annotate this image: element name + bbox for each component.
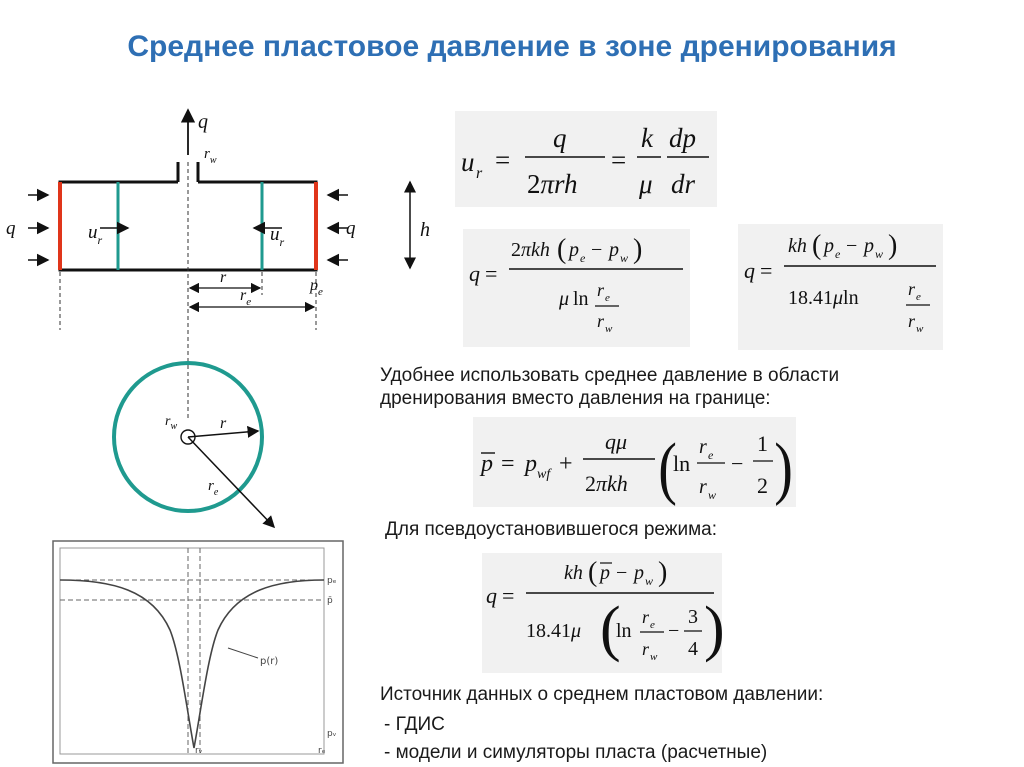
slide-title: Среднее пластовое давление в зоне дренирования <box>127 30 897 63</box>
svg-text:w: w <box>650 651 658 663</box>
svg-text:e: e <box>916 291 921 303</box>
svg-text:p: p <box>600 562 610 584</box>
svg-text:u: u <box>461 147 475 177</box>
svg-text:r: r <box>597 280 605 300</box>
h-dimension <box>400 176 440 276</box>
circle-re-label: $r_e$ <box>208 478 219 498</box>
q-left-label: q <box>6 218 16 239</box>
text-convenient-line1: Удобнее использовать среднее давление в области <box>380 365 840 386</box>
svg-text:): ) <box>704 595 725 663</box>
svg-text:w: w <box>708 488 717 502</box>
svg-text:p: p <box>609 239 619 261</box>
rw-label: $r_w$ <box>204 146 217 166</box>
svg-text:ln: ln <box>573 288 589 310</box>
list-item-models: - модели и симуляторы пласта (расчетные) <box>384 742 768 763</box>
svg-text:r: r <box>699 476 707 498</box>
text-data-source: Источник данных о среднем пластовом давлении: <box>380 684 824 705</box>
svg-text:18.41μln: 18.41μln <box>788 287 859 309</box>
text-convenient-line2: дренирования вместо давления на границе: <box>380 388 771 409</box>
re-dim-label: $r_e$ <box>240 287 252 308</box>
svg-text:q: q <box>486 583 497 608</box>
re-axis-label: rₑ <box>318 746 326 756</box>
svg-text:+: + <box>559 451 573 477</box>
svg-text:−: − <box>616 562 628 584</box>
ur-right-label: $u_r$ <box>270 224 285 249</box>
svg-text:): ) <box>633 234 643 265</box>
svg-text:−: − <box>668 620 680 642</box>
svg-text:μ: μ <box>559 288 570 310</box>
svg-text:=: = <box>760 258 773 283</box>
svg-text:w: w <box>620 251 629 265</box>
svg-text:(: ( <box>812 230 822 261</box>
svg-text:r: r <box>908 311 916 331</box>
svg-text:(: ( <box>588 557 598 588</box>
q-top-label: q <box>198 111 208 133</box>
formula-velocity <box>455 111 717 207</box>
svg-text:wf: wf <box>537 467 551 482</box>
svg-text:(: ( <box>557 234 567 265</box>
svg-text:2πkh: 2πkh <box>585 471 628 496</box>
svg-text:r: r <box>908 279 916 299</box>
formula-flowrate-field <box>738 224 943 350</box>
svg-text:e: e <box>708 448 714 462</box>
svg-text:w: w <box>875 247 884 261</box>
svg-text:q: q <box>744 258 755 283</box>
text-pseudo-steady: Для псевдоустановившегося режима: <box>385 519 718 540</box>
svg-text:p: p <box>525 451 537 477</box>
svg-text:−: − <box>846 235 858 257</box>
svg-text:3: 3 <box>688 606 698 628</box>
svg-text:r: r <box>642 607 650 627</box>
svg-text:2πkh: 2πkh <box>511 239 550 261</box>
svg-text:): ) <box>658 557 668 588</box>
svg-text:qμ: qμ <box>605 429 628 454</box>
rw-axis-label: rᵥ <box>195 746 203 756</box>
svg-text:p: p <box>864 235 874 257</box>
svg-text:e: e <box>605 292 610 304</box>
svg-text:ln: ln <box>673 451 691 476</box>
q-right-label: q <box>346 218 356 239</box>
svg-text:dp: dp <box>669 123 696 153</box>
svg-text:p: p <box>634 562 644 584</box>
svg-text:): ) <box>888 230 898 261</box>
list-item-gdis: - ГДИС <box>384 714 445 735</box>
svg-text:(: ( <box>658 429 677 507</box>
formula-average-pressure <box>473 417 796 507</box>
curve-label: p(r) <box>260 656 279 667</box>
pw-axis-label: pᵥ <box>327 729 337 739</box>
svg-text:=: = <box>495 145 511 175</box>
svg-text:r: r <box>597 311 605 331</box>
svg-text:=: = <box>485 261 498 286</box>
svg-text:=: = <box>501 451 515 477</box>
svg-text:1: 1 <box>757 431 768 456</box>
svg-text:−: − <box>731 451 744 476</box>
svg-text:r: r <box>476 165 483 182</box>
reservoir-schematic <box>0 100 380 530</box>
svg-text:=: = <box>502 583 515 608</box>
formula-flowrate-pseudo <box>482 553 725 673</box>
svg-text:e: e <box>835 247 841 261</box>
svg-text:): ) <box>774 429 793 507</box>
svg-text:k: k <box>641 123 653 153</box>
svg-text:kh: kh <box>564 562 583 584</box>
svg-text:q: q <box>469 261 480 286</box>
svg-text:r: r <box>699 436 707 458</box>
r-dim-label: r <box>220 269 227 286</box>
svg-text:=: = <box>611 145 627 175</box>
circle-r-label: r <box>220 415 227 432</box>
pe-axis-label: pₑ <box>327 576 337 586</box>
svg-text:e: e <box>580 251 586 265</box>
pbar-axis-label: p̄ <box>327 596 333 606</box>
svg-text:2: 2 <box>757 473 768 498</box>
svg-text:r: r <box>642 639 650 659</box>
svg-text:dr: dr <box>671 169 696 199</box>
svg-text:w: w <box>916 323 924 335</box>
circle-rw-label: $r_w$ <box>165 414 178 432</box>
svg-text:w: w <box>645 574 654 588</box>
pe-label: $p_e$ <box>310 277 323 298</box>
formula-flowrate-radial <box>463 229 690 347</box>
svg-text:kh: kh <box>788 235 807 257</box>
svg-text:4: 4 <box>688 638 698 660</box>
pressure-profile-graph <box>52 540 344 764</box>
svg-text:μ: μ <box>639 169 653 199</box>
svg-text:ln: ln <box>616 620 632 642</box>
svg-text:q: q <box>553 123 567 153</box>
h-label: h <box>420 219 430 241</box>
svg-text:e: e <box>650 619 655 631</box>
svg-text:w: w <box>605 323 613 335</box>
svg-text:p: p <box>569 239 579 261</box>
ur-left-label: $u_r$ <box>88 222 103 247</box>
svg-text:p: p <box>824 235 834 257</box>
svg-text:18.41μ: 18.41μ <box>526 620 582 642</box>
svg-text:p: p <box>481 451 493 477</box>
svg-text:(: ( <box>600 595 621 663</box>
svg-text:2πrh: 2πrh <box>527 169 578 199</box>
svg-text:−: − <box>591 239 603 261</box>
